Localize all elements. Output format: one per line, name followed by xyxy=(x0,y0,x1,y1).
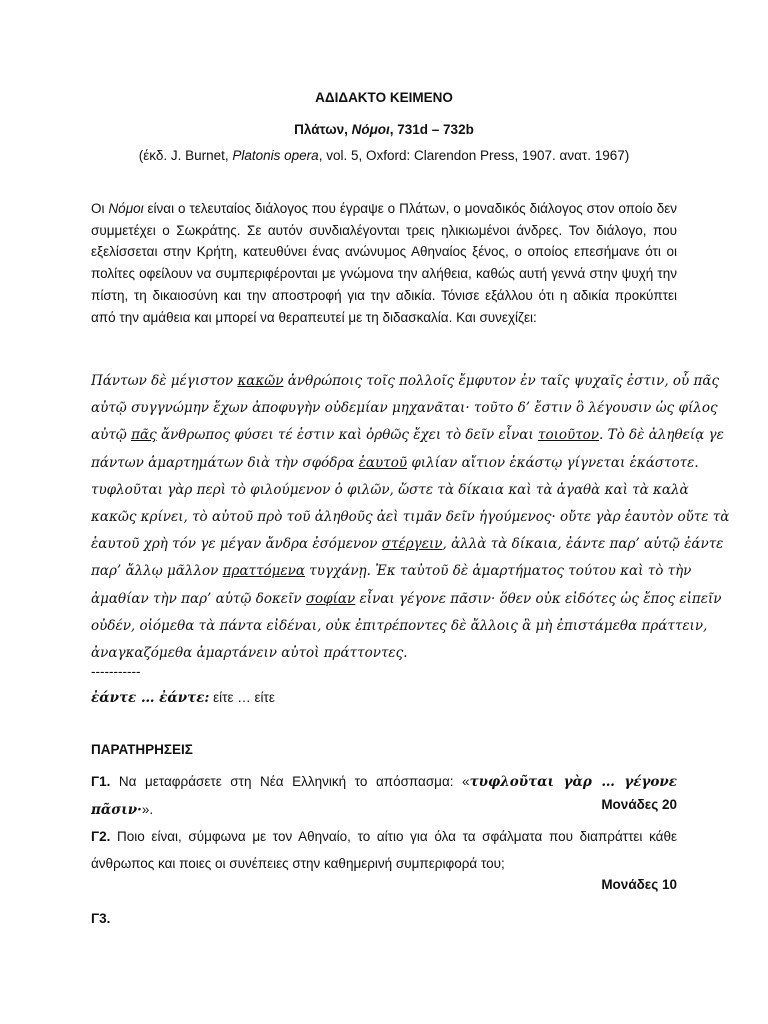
question-label: Γ1. xyxy=(91,774,111,789)
passage-line: ἑαυτοῦ χρὴ τόν γε μέγαν ἄνδρα ἐσόμενον στέργειν, ἀλλὰ τὰ δίκαια, ἐάντε παρ’ αὑτῷ ἐάντε xyxy=(91,536,724,553)
underlined-word: στέργειν xyxy=(381,536,443,553)
passage-line: παρ’ ἄλλῳ μᾶλλον πραττόμενα τυγχάνῃ. Ἐκ ταὐτοῦ δὲ ἁμαρτήματος τούτου καὶ τὸ τὴν xyxy=(91,563,692,580)
passage-line: Πάντων δὲ μέγιστον κακῶν ἀνθρώποις τοῖς πολλοῖς ἔμφυτον ἐν ταῖς ψυχαῖς ἐστιν, οὗ πᾶς xyxy=(91,373,720,389)
passage-line: αὐτῷ συγγνώμην ἔχων ἀποφυγὴν οὐδεμίαν μηχανᾶται· τοῦτο δ’ ἔστιν ὃ λέγουσιν ὡς φίλος xyxy=(91,400,718,417)
edition-note: (έκδ. J. Burnet, Platonis opera, vol. 5, Oxford: Clarendon Press, 1907. ανατ. 1967) xyxy=(138,148,630,163)
edition-title: Platonis opera xyxy=(232,148,319,163)
observations-heading: ΠΑΡΑΤΗΡΗΣΕΙΣ xyxy=(91,742,193,757)
marks-g1: Μονάδες 20 xyxy=(601,797,677,812)
underlined-word: πραττόμενα xyxy=(222,563,306,580)
author: Πλάτων, xyxy=(294,122,352,137)
passage-line: ἀναγκαζόμεθα ἁμαρτάνειν αὐτοὶ πράττοντες. xyxy=(91,645,408,662)
question-g1: Γ1. Να μεταφράσετε στη Νέα Ελληνική το απόσπασμα: «τυφλοῦται γὰρ … γέγονε πᾶσιν·». xyxy=(91,774,678,818)
underlined-word: τοιοῦτον xyxy=(537,427,600,444)
marks-g2: Μονάδες 10 xyxy=(601,877,677,892)
question-label: Γ3. xyxy=(91,911,111,926)
intro-paragraph: Οι Νόμοι είναι ο τελευταίος διάλογος που έγραψε ο Πλάτων, ο μοναδικός διάλογος στον οποίο δεν συμμετέχει ο Σωκράτης. Σε αυτόν συνδιαλέγονται τρεις ηλικιωμένοι άνδρες. Τον διάλογο, που εξελίσσεται στην Κρήτη, κατευθύνει ένας ανώνυμος Αθηναίος ξένος, ο οποίος επεσήμανε ότι οι πολίτες οφείλουν να συμπεριφέρονται με γνώμονα την αλήθεια, καθώς αυτή γεννά στην ψυχή την πίστη, τη δικαιοσύνη και την αποστροφή για την αδικία. Τόνισε εξάλλου ότι η αδικία προκύπτει από την αμάθεια και μπορεί να θεραπευτεί με τη διδασκαλία. Και συνεχίζει: xyxy=(91,201,677,325)
passage-line: ἀμαθίαν τὴν παρ’ αὑτῷ δοκεῖν σοφίαν εἶναι γέγονε πᾶσιν· ὅθεν οὐκ εἰδότες ὡς ἔπος εἰπεῖν xyxy=(91,590,722,607)
underlined-word: κακῶν xyxy=(237,373,284,389)
separator-line: ----------- xyxy=(91,664,141,679)
gloss-meaning: είτε … είτε xyxy=(209,690,275,705)
work-title: Νόμοι xyxy=(351,122,390,137)
passage-line: πάντων ἁμαρτημάτων διὰ τὴν σφόδρα ἑαυτοῦ φιλίαν αἴτιον ἑκάστῳ γίγνεται ἑκάστοτε. xyxy=(91,454,699,471)
underlined-word: πᾶς xyxy=(131,427,157,444)
gloss-term: ἐάντε … ἐάντε: xyxy=(91,690,210,706)
passage-line: οὐδέν, οἰόμεθα τὰ πάντα εἰδέναι, οὐκ ἐπιτρέποντες δὲ ἄλλοις ἃ μὴ ἐπιστάμεθα πράττειν, xyxy=(91,617,708,634)
quoted-excerpt: τυφλοῦται γὰρ … γέγονε πᾶσιν· xyxy=(91,774,678,818)
question-g2: Γ2. Ποιο είναι, σύμφωνα με τον Αθηναίο, το αίτιο για όλα τα σφάλματα που διαπράττει κάθε άνθρωπος και ποιες οι συνέπειες στην καθημερινή συμπεριφορά του; xyxy=(91,829,677,871)
passage-ref: , 731d – 732b xyxy=(389,122,474,137)
passage-line: τυφλοῦται γὰρ περὶ τὸ φιλούμενον ὁ φιλῶν, ὥστε τὰ δίκαια καὶ τὰ ἀγαθὰ καὶ τὰ καλὰ xyxy=(91,481,689,498)
document-title: ΑΔΙΔΑΚΤΟ ΚΕΙΜΕΝΟ xyxy=(315,90,453,105)
passage-line: αὐτῷ πᾶς ἄνθρωπος φύσει τέ ἐστιν καὶ ὀρθῶς ἔχει τὸ δεῖν εἶναι τοιοῦτον. Τὸ δὲ ἀληθείᾳ γε xyxy=(91,427,724,444)
ancient-greek-passage xyxy=(91,368,730,667)
glossary-note xyxy=(91,690,275,706)
question-label: Γ2. xyxy=(91,829,111,844)
passage-line: κακῶς κρίνει, τὸ αὑτοῦ πρὸ τοῦ ἀληθοῦς ἀεὶ τιμᾶν δεῖν ἡγούμενος· οὔτε γὰρ ἑαυτὸν οὔτε τὰ xyxy=(91,509,730,526)
question-g3 xyxy=(91,905,677,932)
source-reference xyxy=(0,122,768,137)
underlined-word: σοφίαν xyxy=(305,590,356,607)
underlined-word: ἑαυτοῦ xyxy=(358,454,408,471)
